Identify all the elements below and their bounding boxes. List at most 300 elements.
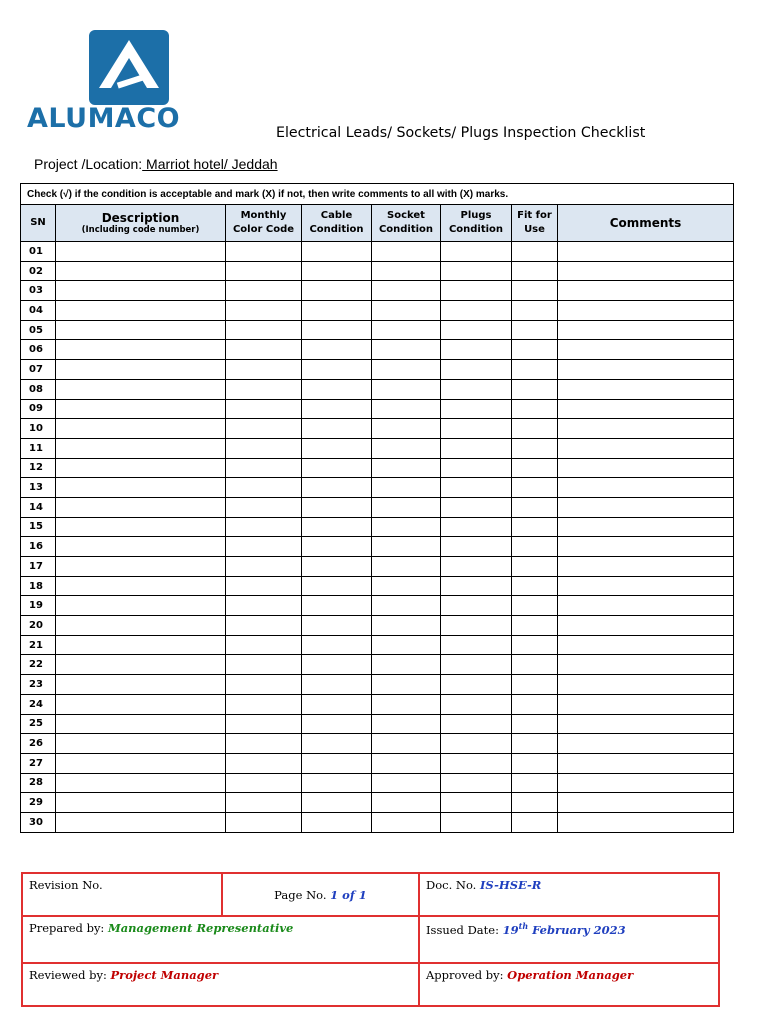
monthly-color-code-cell[interactable] (226, 340, 302, 360)
socket-condition-cell[interactable] (372, 458, 441, 478)
table-row (21, 281, 734, 301)
description-cell[interactable] (56, 301, 226, 321)
table-row (21, 734, 734, 754)
monthly-color-code-cell[interactable] (226, 419, 302, 439)
fit-for-use-cell[interactable] (512, 419, 558, 439)
cable-condition-cell[interactable] (302, 399, 372, 419)
comments-cell[interactable] (558, 242, 734, 262)
alumaco-logo-icon (89, 30, 169, 105)
table-row (21, 261, 734, 281)
cable-condition-cell[interactable] (302, 458, 372, 478)
monthly-color-code-cell[interactable] (226, 517, 302, 537)
plugs-condition-cell[interactable] (441, 537, 512, 557)
socket-condition-cell[interactable] (372, 340, 441, 360)
cable-condition-cell[interactable] (302, 379, 372, 399)
description-cell[interactable] (56, 517, 226, 537)
issued-date-cell (419, 916, 719, 963)
cable-condition-cell[interactable] (302, 773, 372, 793)
monthly-color-code-cell[interactable] (226, 635, 302, 655)
plugs-condition-cell[interactable] (441, 557, 512, 577)
comments-cell[interactable] (558, 419, 734, 439)
plugs-condition-cell[interactable] (441, 458, 512, 478)
fit-for-use-cell[interactable] (512, 812, 558, 832)
sn-cell: 28 (21, 773, 56, 793)
table-row (21, 301, 734, 321)
socket-condition-cell[interactable] (372, 596, 441, 616)
table-row (21, 379, 734, 399)
comments-cell[interactable] (558, 635, 734, 655)
socket-condition-cell[interactable] (372, 320, 441, 340)
fit-for-use-cell[interactable] (512, 458, 558, 478)
sn-cell: 04 (21, 301, 56, 321)
monthly-color-code-cell[interactable] (226, 478, 302, 498)
header-plugs-line1: Plugs (460, 210, 492, 221)
monthly-color-code-cell[interactable] (226, 497, 302, 517)
plugs-condition-cell[interactable] (441, 616, 512, 636)
description-cell[interactable] (56, 497, 226, 517)
description-cell[interactable] (56, 419, 226, 439)
header-monthly-color-code (226, 205, 302, 242)
plugs-condition-cell[interactable] (441, 753, 512, 773)
fit-for-use-cell[interactable] (512, 478, 558, 498)
description-cell[interactable] (56, 537, 226, 557)
socket-condition-cell[interactable] (372, 773, 441, 793)
comments-cell[interactable] (558, 281, 734, 301)
socket-condition-cell[interactable] (372, 655, 441, 675)
monthly-color-code-cell[interactable] (226, 320, 302, 340)
monthly-color-code-cell[interactable] (226, 793, 302, 813)
plugs-condition-cell[interactable] (441, 281, 512, 301)
cable-condition-cell[interactable] (302, 616, 372, 636)
fit-for-use-cell[interactable] (512, 517, 558, 537)
cable-condition-cell[interactable] (302, 478, 372, 498)
monthly-color-code-cell[interactable] (226, 734, 302, 754)
plugs-condition-cell[interactable] (441, 360, 512, 380)
monthly-color-code-cell[interactable] (226, 242, 302, 262)
table-row (21, 458, 734, 478)
fit-for-use-cell[interactable] (512, 281, 558, 301)
reviewed-by-value: Project Manager (110, 967, 219, 982)
doc-number-label: Doc. No. (426, 878, 480, 892)
monthly-color-code-cell[interactable] (226, 301, 302, 321)
socket-condition-cell[interactable] (372, 261, 441, 281)
cable-condition-cell[interactable] (302, 694, 372, 714)
comments-cell[interactable] (558, 753, 734, 773)
table-row (21, 242, 734, 262)
fit-for-use-cell[interactable] (512, 773, 558, 793)
socket-condition-cell[interactable] (372, 635, 441, 655)
cable-condition-cell[interactable] (302, 812, 372, 832)
plugs-condition-cell[interactable] (441, 379, 512, 399)
brand-name: ALUMACO (27, 103, 181, 134)
fit-for-use-cell[interactable] (512, 616, 558, 636)
socket-condition-cell[interactable] (372, 281, 441, 301)
plugs-condition-cell[interactable] (441, 517, 512, 537)
socket-condition-cell[interactable] (372, 694, 441, 714)
plugs-condition-cell[interactable] (441, 655, 512, 675)
comments-cell[interactable] (558, 340, 734, 360)
comments-cell[interactable] (558, 301, 734, 321)
fit-for-use-cell[interactable] (512, 655, 558, 675)
fit-for-use-cell[interactable] (512, 734, 558, 754)
plugs-condition-cell[interactable] (441, 694, 512, 714)
table-row (21, 517, 734, 537)
issued-date-rest: February 2023 (528, 923, 626, 938)
socket-condition-cell[interactable] (372, 753, 441, 773)
cable-condition-cell[interactable] (302, 793, 372, 813)
project-value: Marriot hotel/ Jeddah (142, 156, 278, 172)
header-fit-line1: Fit for (517, 210, 552, 221)
description-cell[interactable] (56, 675, 226, 695)
description-cell[interactable] (56, 734, 226, 754)
socket-condition-cell[interactable] (372, 438, 441, 458)
monthly-color-code-cell[interactable] (226, 261, 302, 281)
cable-condition-cell[interactable] (302, 635, 372, 655)
sn-cell: 27 (21, 753, 56, 773)
sn-cell: 08 (21, 379, 56, 399)
socket-condition-cell[interactable] (372, 399, 441, 419)
fit-for-use-cell[interactable] (512, 694, 558, 714)
monthly-color-code-cell[interactable] (226, 655, 302, 675)
revision-cell (22, 873, 222, 916)
plugs-condition-cell[interactable] (441, 576, 512, 596)
sn-cell: 22 (21, 655, 56, 675)
description-cell[interactable] (56, 714, 226, 734)
sn-cell: 16 (21, 537, 56, 557)
sn-cell: 14 (21, 497, 56, 517)
table-row (21, 753, 734, 773)
socket-condition-cell[interactable] (372, 497, 441, 517)
table-row (21, 714, 734, 734)
table-row (21, 557, 734, 577)
description-cell[interactable] (56, 281, 226, 301)
fit-for-use-cell[interactable] (512, 399, 558, 419)
cable-condition-cell[interactable] (302, 734, 372, 754)
description-cell[interactable] (56, 793, 226, 813)
header-description (56, 205, 226, 242)
plugs-condition-cell[interactable] (441, 714, 512, 734)
plugs-condition-cell[interactable] (441, 773, 512, 793)
monthly-color-code-cell[interactable] (226, 438, 302, 458)
fit-for-use-cell[interactable] (512, 497, 558, 517)
sn-cell: 23 (21, 675, 56, 695)
doc-number-cell (419, 873, 719, 916)
comments-cell[interactable] (558, 458, 734, 478)
comments-cell[interactable] (558, 714, 734, 734)
cable-condition-cell[interactable] (302, 675, 372, 695)
cable-condition-cell[interactable] (302, 576, 372, 596)
monthly-color-code-cell[interactable] (226, 360, 302, 380)
monthly-color-code-cell[interactable] (226, 537, 302, 557)
fit-for-use-cell[interactable] (512, 261, 558, 281)
table-row (21, 635, 734, 655)
monthly-color-code-cell[interactable] (226, 616, 302, 636)
socket-condition-cell[interactable] (372, 557, 441, 577)
plugs-condition-cell[interactable] (441, 419, 512, 439)
fit-for-use-cell[interactable] (512, 576, 558, 596)
fit-for-use-cell[interactable] (512, 753, 558, 773)
description-cell[interactable] (56, 438, 226, 458)
comments-cell[interactable] (558, 812, 734, 832)
description-cell[interactable] (56, 773, 226, 793)
fit-for-use-cell[interactable] (512, 557, 558, 577)
monthly-color-code-cell[interactable] (226, 714, 302, 734)
reviewed-by-cell (22, 963, 419, 1006)
comments-cell[interactable] (558, 596, 734, 616)
fit-for-use-cell[interactable] (512, 340, 558, 360)
plugs-condition-cell[interactable] (441, 812, 512, 832)
socket-condition-cell[interactable] (372, 812, 441, 832)
header-monthly-line1: Monthly (240, 210, 287, 221)
header-cable-condition (302, 205, 372, 242)
cable-condition-cell[interactable] (302, 360, 372, 380)
socket-condition-cell[interactable] (372, 517, 441, 537)
sn-cell: 17 (21, 557, 56, 577)
monthly-color-code-cell[interactable] (226, 379, 302, 399)
header-comments: Comments (558, 205, 734, 242)
cable-condition-cell[interactable] (302, 557, 372, 577)
description-cell[interactable] (56, 635, 226, 655)
fit-for-use-cell[interactable] (512, 596, 558, 616)
table-row (21, 616, 734, 636)
comments-cell[interactable] (558, 675, 734, 695)
description-cell[interactable] (56, 694, 226, 714)
sn-cell: 03 (21, 281, 56, 301)
header-plugs-line2: Condition (448, 224, 504, 235)
description-cell[interactable] (56, 557, 226, 577)
plugs-condition-cell[interactable] (441, 635, 512, 655)
socket-condition-cell[interactable] (372, 478, 441, 498)
table-row (21, 596, 734, 616)
socket-condition-cell[interactable] (372, 616, 441, 636)
approved-by-cell (419, 963, 719, 1006)
document-footer (21, 872, 720, 1007)
comments-cell[interactable] (558, 517, 734, 537)
table-row (21, 399, 734, 419)
socket-condition-cell[interactable] (372, 301, 441, 321)
sn-cell: 18 (21, 576, 56, 596)
fit-for-use-cell[interactable] (512, 438, 558, 458)
prepared-by-value: Management Representative (107, 921, 294, 936)
monthly-color-code-cell[interactable] (226, 773, 302, 793)
comments-cell[interactable] (558, 773, 734, 793)
plugs-condition-cell[interactable] (441, 301, 512, 321)
plugs-condition-cell[interactable] (441, 734, 512, 754)
socket-condition-cell[interactable] (372, 242, 441, 262)
monthly-color-code-cell[interactable] (226, 812, 302, 832)
table-row (21, 419, 734, 439)
monthly-color-code-cell[interactable] (226, 281, 302, 301)
table-row (21, 438, 734, 458)
description-cell[interactable] (56, 478, 226, 498)
monthly-color-code-cell[interactable] (226, 399, 302, 419)
page-number-label: Page No. (274, 887, 331, 902)
plugs-condition-cell[interactable] (441, 497, 512, 517)
socket-condition-cell[interactable] (372, 537, 441, 557)
description-cell[interactable] (56, 360, 226, 380)
comments-cell[interactable] (558, 734, 734, 754)
sn-cell: 30 (21, 812, 56, 832)
header-socket-condition (372, 205, 441, 242)
comments-cell[interactable] (558, 497, 734, 517)
socket-condition-cell[interactable] (372, 576, 441, 596)
socket-condition-cell[interactable] (372, 714, 441, 734)
fit-for-use-cell[interactable] (512, 675, 558, 695)
issued-date-day: 19 (502, 923, 519, 938)
table-row (21, 655, 734, 675)
page-number-cell (222, 873, 419, 916)
fit-for-use-cell[interactable] (512, 793, 558, 813)
socket-condition-cell[interactable] (372, 675, 441, 695)
fit-for-use-cell[interactable] (512, 360, 558, 380)
comments-cell[interactable] (558, 399, 734, 419)
header-description-sub: (Including code number) (81, 224, 200, 235)
table-header-row (21, 205, 734, 242)
cable-condition-cell[interactable] (302, 320, 372, 340)
socket-condition-cell[interactable] (372, 793, 441, 813)
table-row (21, 537, 734, 557)
description-cell[interactable] (56, 399, 226, 419)
socket-condition-cell[interactable] (372, 360, 441, 380)
description-cell[interactable] (56, 812, 226, 832)
comments-cell[interactable] (558, 438, 734, 458)
sn-cell: 25 (21, 714, 56, 734)
comments-cell[interactable] (558, 379, 734, 399)
header-sn: SN (21, 205, 56, 242)
description-cell[interactable] (56, 616, 226, 636)
comments-cell[interactable] (558, 793, 734, 813)
fit-for-use-cell[interactable] (512, 320, 558, 340)
comments-cell[interactable] (558, 320, 734, 340)
sn-cell: 26 (21, 734, 56, 754)
cable-condition-cell[interactable] (302, 655, 372, 675)
monthly-color-code-cell[interactable] (226, 753, 302, 773)
description-cell[interactable] (56, 379, 226, 399)
approved-by-value: Operation Manager (507, 967, 634, 982)
approved-by-label: Approved by: (426, 967, 508, 982)
cable-condition-cell[interactable] (302, 537, 372, 557)
cable-condition-cell[interactable] (302, 714, 372, 734)
comments-cell[interactable] (558, 537, 734, 557)
cable-condition-cell[interactable] (302, 281, 372, 301)
cable-condition-cell[interactable] (302, 301, 372, 321)
sn-cell: 02 (21, 261, 56, 281)
monthly-color-code-cell[interactable] (226, 576, 302, 596)
sn-cell: 11 (21, 438, 56, 458)
sn-cell: 19 (21, 596, 56, 616)
socket-condition-cell[interactable] (372, 734, 441, 754)
header-plugs-condition (441, 205, 512, 242)
table-row (21, 675, 734, 695)
description-cell[interactable] (56, 753, 226, 773)
header-cable-line2: Condition (309, 224, 364, 235)
comments-cell[interactable] (558, 557, 734, 577)
description-cell[interactable] (56, 242, 226, 262)
header-fit-line2: Use (524, 224, 545, 235)
socket-condition-cell[interactable] (372, 419, 441, 439)
cable-condition-cell[interactable] (302, 753, 372, 773)
plugs-condition-cell[interactable] (441, 478, 512, 498)
sn-cell: 01 (21, 242, 56, 262)
description-cell[interactable] (56, 340, 226, 360)
table-row (21, 360, 734, 380)
comments-cell[interactable] (558, 655, 734, 675)
sn-cell: 12 (21, 458, 56, 478)
description-cell[interactable] (56, 261, 226, 281)
header-cable-line1: Cable (320, 210, 353, 221)
plugs-condition-cell[interactable] (441, 438, 512, 458)
plugs-condition-cell[interactable] (441, 399, 512, 419)
socket-condition-cell[interactable] (372, 379, 441, 399)
project-location (34, 156, 278, 172)
cable-condition-cell[interactable] (302, 596, 372, 616)
comments-cell[interactable] (558, 576, 734, 596)
plugs-condition-cell[interactable] (441, 261, 512, 281)
cable-condition-cell[interactable] (302, 261, 372, 281)
description-cell[interactable] (56, 596, 226, 616)
inspection-table (20, 183, 734, 833)
comments-cell[interactable] (558, 694, 734, 714)
cable-condition-cell[interactable] (302, 340, 372, 360)
monthly-color-code-cell[interactable] (226, 458, 302, 478)
description-cell[interactable] (56, 320, 226, 340)
fit-for-use-cell[interactable] (512, 379, 558, 399)
cable-condition-cell[interactable] (302, 419, 372, 439)
fit-for-use-cell[interactable] (512, 714, 558, 734)
plugs-condition-cell[interactable] (441, 320, 512, 340)
issued-date-suffix: th (518, 921, 529, 932)
comments-cell[interactable] (558, 478, 734, 498)
page-number-value: 1 of 1 (330, 887, 367, 902)
fit-for-use-cell[interactable] (512, 242, 558, 262)
cable-condition-cell[interactable] (302, 438, 372, 458)
sn-cell: 07 (21, 360, 56, 380)
header-fit-for-use (512, 205, 558, 242)
comments-cell[interactable] (558, 360, 734, 380)
plugs-condition-cell[interactable] (441, 242, 512, 262)
plugs-condition-cell[interactable] (441, 793, 512, 813)
issued-date-label: Issued Date: (426, 923, 503, 938)
description-cell[interactable] (56, 576, 226, 596)
fit-for-use-cell[interactable] (512, 301, 558, 321)
cable-condition-cell[interactable] (302, 517, 372, 537)
fit-for-use-cell[interactable] (512, 537, 558, 557)
monthly-color-code-cell[interactable] (226, 675, 302, 695)
table-row (21, 773, 734, 793)
description-cell[interactable] (56, 458, 226, 478)
instruction-text: Check (√) if the condition is acceptable and mark (X) if not, then write comments to all with (X) marks. (21, 184, 734, 205)
table-row (21, 793, 734, 813)
cable-condition-cell[interactable] (302, 497, 372, 517)
fit-for-use-cell[interactable] (512, 635, 558, 655)
plugs-condition-cell[interactable] (441, 675, 512, 695)
sn-cell: 24 (21, 694, 56, 714)
plugs-condition-cell[interactable] (441, 340, 512, 360)
cable-condition-cell[interactable] (302, 242, 372, 262)
monthly-color-code-cell[interactable] (226, 694, 302, 714)
sn-cell: 05 (21, 320, 56, 340)
monthly-color-code-cell[interactable] (226, 557, 302, 577)
description-cell[interactable] (56, 655, 226, 675)
comments-cell[interactable] (558, 261, 734, 281)
plugs-condition-cell[interactable] (441, 596, 512, 616)
comments-cell[interactable] (558, 616, 734, 636)
prepared-by-label: Prepared by: (29, 921, 108, 936)
project-label: Project /Location: (34, 156, 143, 172)
sn-cell: 29 (21, 793, 56, 813)
monthly-color-code-cell[interactable] (226, 596, 302, 616)
header-description-title: Description (101, 210, 180, 225)
